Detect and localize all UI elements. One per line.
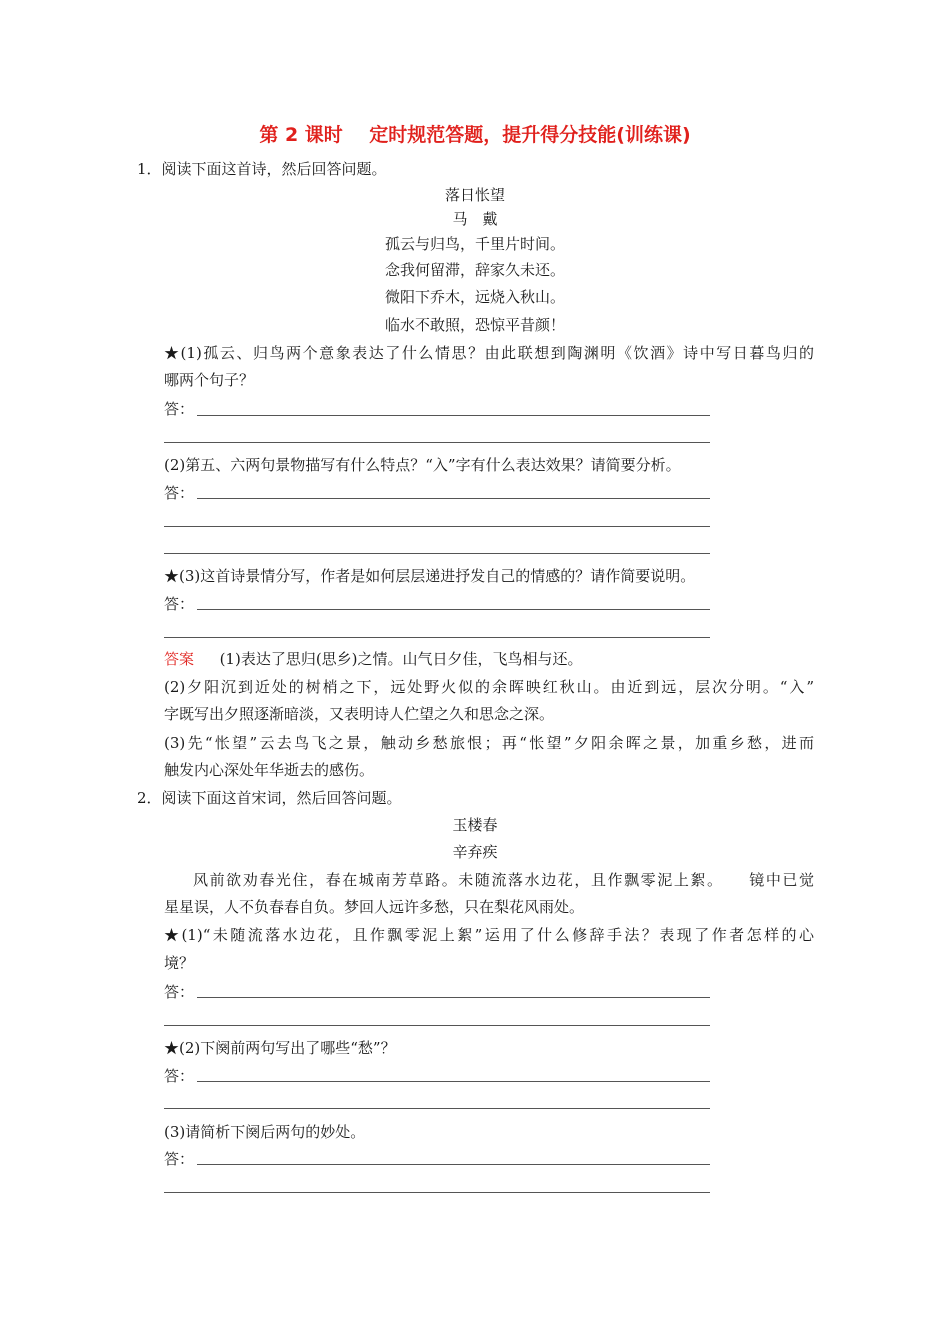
answer-key-text: 触发内心深处年华逝去的感伤。 bbox=[164, 761, 375, 779]
q2-poem-text-cont: 星星误，人不负春春自负。梦回人远许多愁，只在梨花风雨处。 bbox=[164, 898, 585, 916]
q2-poem-text: 风前欲劝春光住，春在城南芳草路。未随流落水边花，且作飘零泥上絮。 镜中已觉 bbox=[193, 871, 814, 889]
q2-poem-title: 玉楼春 bbox=[452, 816, 498, 834]
answer-line[interactable] bbox=[164, 637, 710, 638]
answer-line[interactable] bbox=[164, 1025, 710, 1026]
q2-sub1-question: ★(1)“未随流落水边花，且作飘零泥上絮”运用了什么修辞手法？表现了作者怎样的心 bbox=[164, 926, 814, 944]
page-title: 第 2 课时 定时规范答题，提升得分技能(训练课) bbox=[259, 124, 691, 146]
answer-key-text: (3)先“怅望”云去鸟飞之景，触动乡愁旅恨；再“怅望”夕阳余晖之景，加重乡愁，进而 bbox=[164, 734, 814, 752]
answer-line[interactable] bbox=[164, 1108, 710, 1109]
answer-label: 答： bbox=[164, 595, 195, 613]
answer-key-label: 答案 bbox=[164, 650, 195, 668]
answer-line[interactable] bbox=[197, 415, 710, 416]
q1-poem-line: 微阳下乔木，远烧入秋山。 bbox=[384, 288, 565, 306]
q1-intro: 1．阅读下面这首诗，然后回答问题。 bbox=[137, 160, 387, 178]
answer-line[interactable] bbox=[197, 997, 710, 998]
q2-sub2-question: ★(2)下阕前两句写出了哪些“愁”？ bbox=[164, 1039, 396, 1057]
q2-poem-author: 辛弃疾 bbox=[452, 843, 498, 861]
q1-sub2-question: (2)第五、六两句景物描写有什么特点？“入”字有什么表达效果？请简要分析。 bbox=[164, 456, 681, 474]
answer-key-text: (2)夕阳沉到近处的树梢之下，远处野火似的余晖映红秋山。由近到远，层次分明。“入” bbox=[164, 678, 814, 696]
q1-sub3-question: ★(3)这首诗景情分写，作者是如何层层递进抒发自己的情感的？请作简要说明。 bbox=[164, 567, 696, 585]
answer-label: 答： bbox=[164, 400, 195, 418]
q2-sub1-question-cont: 境？ bbox=[164, 954, 195, 972]
q1-poem-line: 孤云与归鸟，千里片时间。 bbox=[384, 235, 565, 253]
answer-line[interactable] bbox=[164, 442, 710, 443]
answer-line[interactable] bbox=[197, 498, 710, 499]
q1-sub1-question-cont: 哪两个句子？ bbox=[164, 371, 255, 389]
q1-poem-line: 临水不敢照，恐惊平昔颜！ bbox=[384, 316, 565, 334]
answer-label: 答： bbox=[164, 1067, 195, 1085]
answer-label: 答： bbox=[164, 484, 195, 502]
q1-sub1-question: ★(1)孤云、归鸟两个意象表达了什么情思？由此联想到陶渊明《饮酒》诗中写日暮鸟归的 bbox=[164, 344, 814, 362]
answer-line[interactable] bbox=[164, 1192, 710, 1193]
answer-line[interactable] bbox=[164, 553, 710, 554]
answer-label: 答： bbox=[164, 983, 195, 1001]
answer-line[interactable] bbox=[197, 609, 710, 610]
answer-line[interactable] bbox=[164, 526, 710, 527]
q1-poem-title: 落日怅望 bbox=[444, 186, 505, 204]
q1-poem-author: 马 戴 bbox=[452, 210, 498, 228]
q1-poem-line: 念我何留滞，辞家久未还。 bbox=[384, 261, 565, 279]
answer-key-text: 字既写出夕照逐渐暗淡，又表明诗人伫望之久和思念之深。 bbox=[164, 705, 555, 723]
q2-intro: 2．阅读下面这首宋词，然后回答问题。 bbox=[137, 789, 402, 807]
answer-label: 答： bbox=[164, 1150, 195, 1168]
answer-line[interactable] bbox=[197, 1081, 710, 1082]
answer-line[interactable] bbox=[197, 1164, 710, 1165]
answer-key-text: (1)表达了思归(思乡)之情。山气日夕佳，飞鸟相与还。 bbox=[219, 650, 583, 668]
q2-sub3-question: (3)请简析下阕后两句的妙处。 bbox=[164, 1123, 366, 1141]
